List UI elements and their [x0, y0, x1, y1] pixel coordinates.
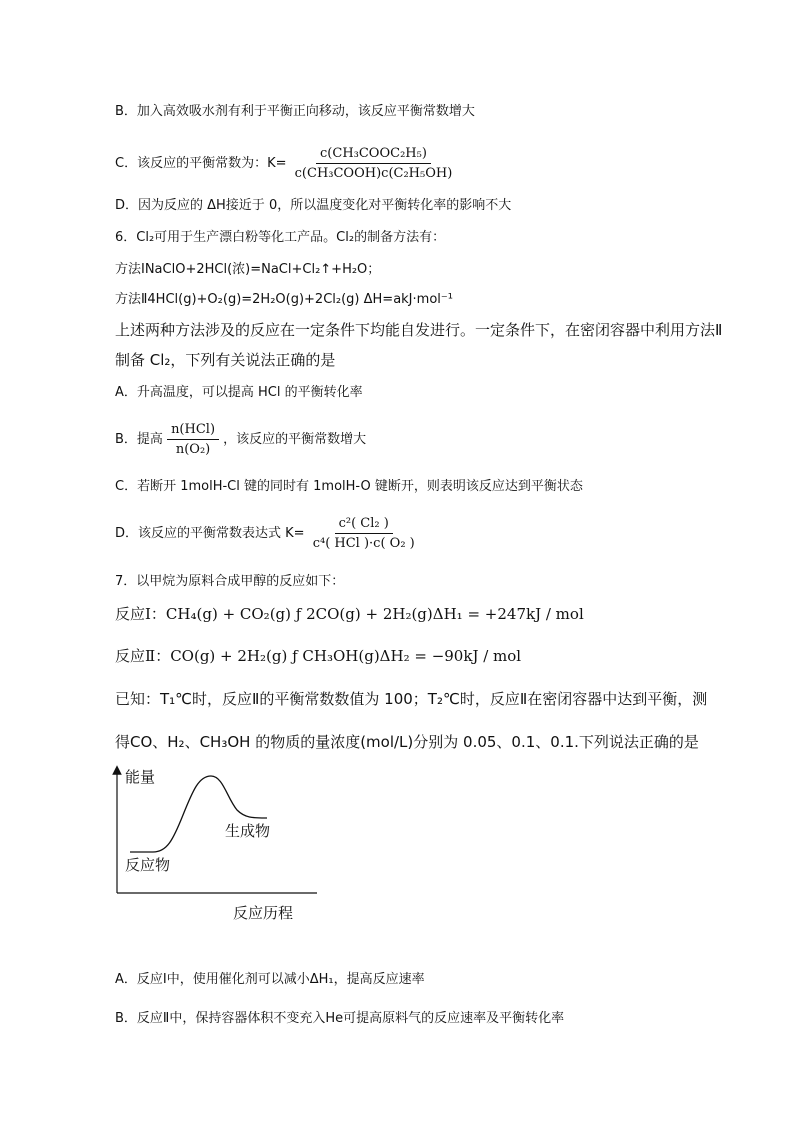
product-label: 生成物	[225, 822, 271, 840]
fraction-denominator: c⁴( HCl )·c( O₂ )	[312, 536, 415, 551]
q6-option-b	[115, 421, 366, 458]
q6-option-d	[115, 515, 419, 552]
reactant-label: 反应物	[125, 856, 171, 874]
q7-known-line-2: 得CO、H₂、CH₃OH 的物质的量浓度(mol/L)分别为 0.05、0.1、0.1.下列说法正确的是	[115, 733, 699, 751]
fraction-numerator: n(HCl)	[167, 421, 219, 440]
q7-known-line-1: 已知：T₁℃时，反应Ⅱ的平衡常数数值为 100；T₂℃时，反应Ⅱ在密闭容器中达到平衡，测	[115, 690, 708, 708]
q6-option-c: C．若断开 1molH-Cl 键的同时有 1molH-O 键断开，则表明该反应达到平衡状态	[115, 479, 583, 494]
q7-option-a: A．反应Ⅰ中，使用催化剂可以减小ΔH₁，提高反应速率	[115, 972, 425, 987]
q7-option-b: B．反应Ⅱ中，保持容器体积不变充入He可提高原料气的反应速率及平衡转化率	[115, 1011, 565, 1026]
fraction-denominator: n(O₂)	[175, 442, 211, 457]
equilibrium-expression-fraction	[309, 515, 419, 552]
equilibrium-constant-fraction	[291, 145, 457, 182]
progress-axis-label: 反应历程	[233, 904, 294, 922]
energy-curve	[130, 776, 267, 852]
fraction-denominator: c(CH₃COOH)c(C₂H₅OH)	[294, 166, 453, 181]
q6-method-2: 方法Ⅱ4HCl(g)+O₂(g)=2H₂O(g)+2Cl₂(g) ΔH=akJ·mol⁻¹	[115, 292, 453, 307]
q5-option-b: B．加入高效吸水剂有利于平衡正向移动，该反应平衡常数增大	[115, 104, 475, 119]
energy-axis-label: 能量	[125, 768, 156, 786]
q6-paragraph-line-1: 上述两种方法涉及的反应在一定条件下均能自发进行。一定条件下，在密闭容器中利用方法Ⅱ	[115, 321, 723, 339]
q6-paragraph-line-2: 制备 Cl₂，下列有关说法正确的是	[115, 351, 336, 369]
fraction-numerator: c(CH₃COOC₂H₅)	[316, 145, 431, 164]
q6-option-b-prefix: B．提高	[115, 432, 163, 447]
q6-stem: 6．Cl₂可用于生产漂白粉等化工产品。Cl₂的制备方法有：	[115, 230, 446, 245]
q5-option-c-prefix: C．该反应的平衡常数为：K=	[115, 156, 287, 171]
q6-method-1: 方法ⅠNaClO+2HCl(浓)=NaCl+Cl₂↑+H₂O；	[115, 262, 381, 277]
q7-reaction-1: 反应Ⅰ：CH₄(g) + CO₂(g) ƒ 2CO(g) + 2H₂(g)ΔH₁ = +247kJ / mol	[115, 605, 584, 623]
mole-ratio-fraction	[167, 421, 219, 458]
q7-stem: 7．以甲烷为原料合成甲醇的反应如下：	[115, 574, 345, 589]
q7-reaction-2: 反应Ⅱ：CO(g) + 2H₂(g) ƒ CH₃OH(g)ΔH₂ = −90kJ / mol	[115, 647, 522, 665]
q5-option-d: D．因为反应的 ΔH接近于 0，所以温度变化对平衡转化率的影响不大	[115, 198, 512, 213]
q6-option-a: A．升高温度，可以提高 HCl 的平衡转化率	[115, 385, 363, 400]
energy-profile-diagram	[95, 760, 325, 930]
q6-option-d-prefix: D．该反应的平衡常数表达式 K=	[115, 526, 305, 541]
fraction-numerator: c²( Cl₂ )	[335, 515, 393, 534]
q6-option-b-suffix: ，该反应的平衡常数增大	[223, 432, 367, 447]
q5-option-c	[115, 145, 456, 182]
